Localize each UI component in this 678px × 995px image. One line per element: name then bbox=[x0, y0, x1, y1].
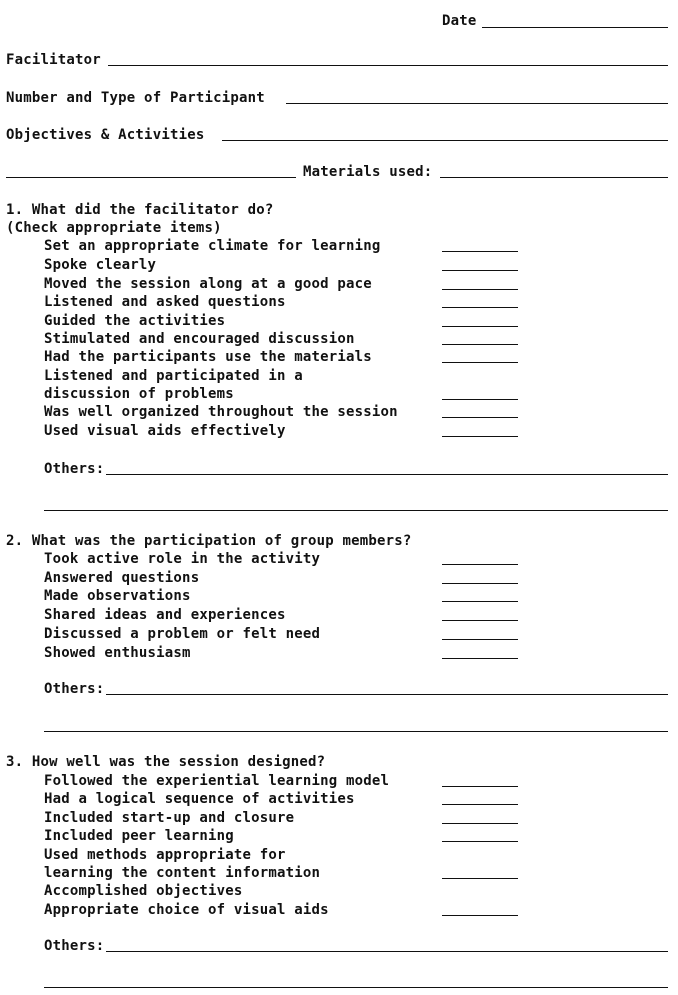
s3-check-3[interactable] bbox=[442, 823, 518, 824]
s2-check-1[interactable] bbox=[442, 564, 518, 565]
s2-item-2: Answered questions bbox=[44, 570, 200, 586]
s1-check-8[interactable] bbox=[442, 399, 518, 400]
s3-check-4[interactable] bbox=[442, 841, 518, 842]
date-field[interactable] bbox=[482, 27, 668, 28]
facilitator-field[interactable] bbox=[108, 65, 668, 66]
s1-item-3: Moved the session along at a good pace bbox=[44, 276, 372, 292]
s2-item-1: Took active role in the activity bbox=[44, 551, 321, 567]
s1-item-4: Listened and asked questions bbox=[44, 294, 286, 310]
objectives-field[interactable] bbox=[222, 140, 668, 141]
materials-label: Materials used: bbox=[303, 164, 433, 180]
section-2-question: 2. What was the participation of group members? bbox=[6, 533, 412, 549]
s2-others-field[interactable] bbox=[106, 694, 668, 695]
s3-item-3: Included start-up and closure bbox=[44, 810, 295, 826]
materials-field[interactable] bbox=[440, 177, 668, 178]
section-1-question: 1. What did the facilitator do? bbox=[6, 202, 274, 218]
s3-check-1[interactable] bbox=[442, 786, 518, 787]
objectives-label: Objectives & Activities bbox=[6, 127, 205, 143]
s3-item-7: Accomplished objectives bbox=[44, 883, 243, 899]
s3-check-2[interactable] bbox=[442, 804, 518, 805]
s2-item-5: Discussed a problem or felt need bbox=[44, 626, 321, 642]
s3-others-label: Others: bbox=[44, 938, 105, 954]
facilitator-label: Facilitator bbox=[6, 52, 101, 68]
s3-item-6: learning the content information bbox=[44, 865, 321, 881]
s1-check-10[interactable] bbox=[442, 436, 518, 437]
date-label: Date bbox=[442, 13, 477, 29]
s3-item-5: Used methods appropriate for bbox=[44, 847, 286, 863]
s2-check-3[interactable] bbox=[442, 601, 518, 602]
s2-check-4[interactable] bbox=[442, 620, 518, 621]
s1-others-label: Others: bbox=[44, 461, 105, 477]
participants-field[interactable] bbox=[286, 103, 668, 104]
participants-label: Number and Type of Participant bbox=[6, 90, 265, 106]
s2-others-label: Others: bbox=[44, 681, 105, 697]
s1-item-10: Was well organized throughout the session bbox=[44, 404, 398, 420]
s2-item-6: Showed enthusiasm bbox=[44, 645, 191, 661]
s1-check-3[interactable] bbox=[442, 289, 518, 290]
section-3-question: 3. How well was the session designed? bbox=[6, 754, 326, 770]
section-1-instruction: (Check appropriate items) bbox=[6, 220, 222, 236]
s3-others-field-line-2[interactable] bbox=[44, 987, 668, 988]
s1-item-7: Had the participants use the materials bbox=[44, 349, 372, 365]
s1-check-1[interactable] bbox=[442, 251, 518, 252]
s1-item-8: Listened and participated in a bbox=[44, 368, 303, 384]
s1-item-5: Guided the activities bbox=[44, 313, 226, 329]
s3-item-8: Appropriate choice of visual aids bbox=[44, 902, 329, 918]
s2-item-3: Made observations bbox=[44, 588, 191, 604]
s3-item-4: Included peer learning bbox=[44, 828, 234, 844]
objectives-field-line-2[interactable] bbox=[6, 177, 296, 178]
s3-item-2: Had a logical sequence of activities bbox=[44, 791, 355, 807]
s1-item-1: Set an appropriate climate for learning bbox=[44, 238, 381, 254]
s1-check-7[interactable] bbox=[442, 362, 518, 363]
s2-check-5[interactable] bbox=[442, 639, 518, 640]
s2-check-2[interactable] bbox=[442, 583, 518, 584]
s1-item-2: Spoke clearly bbox=[44, 257, 157, 273]
s1-item-6: Stimulated and encouraged discussion bbox=[44, 331, 355, 347]
s2-others-field-line-2[interactable] bbox=[44, 731, 668, 732]
s3-check-6[interactable] bbox=[442, 915, 518, 916]
s2-item-4: Shared ideas and experiences bbox=[44, 607, 286, 623]
s3-check-5[interactable] bbox=[442, 878, 518, 879]
s1-check-4[interactable] bbox=[442, 307, 518, 308]
s3-others-field[interactable] bbox=[106, 951, 668, 952]
s1-item-11: Used visual aids effectively bbox=[44, 423, 286, 439]
s1-others-field-line-2[interactable] bbox=[44, 510, 668, 511]
s1-check-5[interactable] bbox=[442, 326, 518, 327]
s1-others-field[interactable] bbox=[106, 474, 668, 475]
s1-check-6[interactable] bbox=[442, 344, 518, 345]
s3-item-1: Followed the experiential learning model bbox=[44, 773, 390, 789]
s1-check-9[interactable] bbox=[442, 417, 518, 418]
s1-item-9: discussion of problems bbox=[44, 386, 234, 402]
s2-check-6[interactable] bbox=[442, 658, 518, 659]
s1-check-2[interactable] bbox=[442, 270, 518, 271]
